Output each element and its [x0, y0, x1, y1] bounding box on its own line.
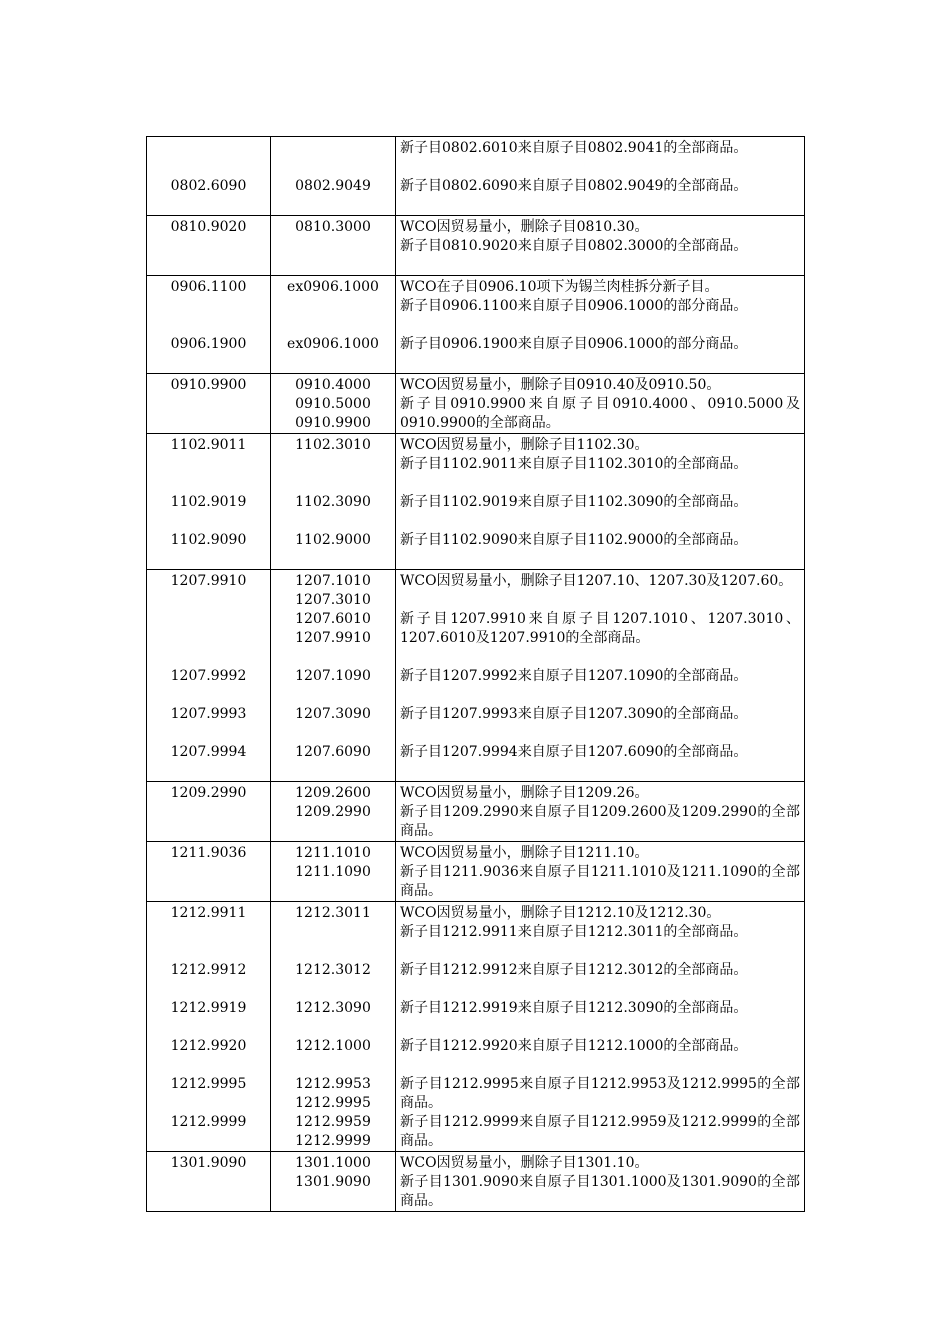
table-row	[147, 902, 805, 1152]
old-code-cell	[271, 1152, 396, 1212]
old-code: 1212.3012	[295, 962, 371, 978]
new-code-cell	[147, 276, 271, 374]
old-code: 1207.3010	[295, 592, 371, 608]
new-code: 1102.9019	[170, 494, 247, 510]
old-code: 1207.6090	[295, 744, 371, 760]
old-code: 1209.2990	[295, 804, 371, 820]
table-row	[147, 782, 805, 842]
old-code: 0910.9900	[295, 415, 371, 431]
note-text: 新子目1207.9910来自原子目1207.1010、1207.3010、1207.6010及1207.9910的全部商品。	[400, 611, 800, 646]
new-code: 1209.2990	[170, 785, 247, 801]
note-text: 新子目1102.9011来自原子目1102.3010的全部商品。	[400, 456, 748, 472]
new-code: 0802.6090	[170, 178, 247, 194]
note-text: WCO因贸易量小，删除子目1211.10。	[400, 845, 649, 861]
old-code: 1212.1000	[295, 1038, 371, 1054]
note-text: WCO因贸易量小，删除子目0910.40及0910.50。	[400, 377, 721, 393]
new-code: 1207.9992	[170, 668, 247, 684]
new-code: 0906.1900	[170, 336, 247, 352]
old-code: 1211.1090	[295, 864, 371, 880]
note-text: 新子目1209.2990来自原子目1209.2600及1209.2990的全部商品。	[400, 804, 800, 839]
note-cell	[396, 842, 805, 902]
old-code: 1212.9953	[295, 1076, 371, 1092]
new-code: 0910.9900	[170, 377, 247, 393]
note-text: 新子目1212.9920来自原子目1212.1000的全部商品。	[400, 1038, 748, 1054]
new-code-cell	[147, 1152, 271, 1212]
old-code-cell	[271, 434, 396, 570]
note-text: 新子目1212.9919来自原子目1212.3090的全部商品。	[400, 1000, 748, 1016]
old-code: 1212.9999	[295, 1133, 371, 1149]
old-code: 1301.1000	[295, 1155, 371, 1171]
new-code: 1207.9910	[170, 573, 247, 589]
table-row	[147, 1152, 805, 1212]
old-code: 1207.3090	[295, 706, 371, 722]
table-row	[147, 137, 805, 216]
new-code-cell	[147, 434, 271, 570]
note-text: 新子目1102.9090来自原子目1102.9000的全部商品。	[400, 532, 748, 548]
old-code: 1212.3090	[295, 1000, 371, 1016]
note-text: 新子目1212.9911来自原子目1212.3011的全部商品。	[400, 924, 748, 940]
old-code-cell	[271, 276, 396, 374]
table-row	[147, 216, 805, 276]
new-code-cell	[147, 902, 271, 1152]
new-code: 1212.9912	[170, 962, 247, 978]
old-code: 1102.3090	[295, 494, 371, 510]
note-text: 新子目0810.9020来自原子目0802.3000的全部商品。	[400, 238, 748, 254]
note-text: 新子目0802.6010来自原子目0802.9041的全部商品。	[400, 140, 748, 156]
note-text: WCO因贸易量小，删除子目1209.26。	[400, 785, 649, 801]
new-code-cell	[147, 782, 271, 842]
note-cell	[396, 216, 805, 276]
note-cell	[396, 902, 805, 1152]
note-text: WCO因贸易量小，删除子目1212.10及1212.30。	[400, 905, 721, 921]
note-text: WCO因贸易量小，删除子目0810.30。	[400, 219, 649, 235]
old-code-cell	[271, 570, 396, 782]
old-code: 1212.9995	[295, 1095, 371, 1111]
old-code: 0910.4000	[295, 377, 371, 393]
old-code: 0802.9049	[295, 178, 371, 194]
new-code: 1102.9090	[170, 532, 247, 548]
note-text: 新子目1301.9090来自原子目1301.1000及1301.9090的全部商品。	[400, 1174, 800, 1209]
old-code: 1207.9910	[295, 630, 371, 646]
new-code: 0906.1100	[170, 279, 247, 295]
new-code-cell	[147, 216, 271, 276]
old-code: 1102.3010	[295, 437, 371, 453]
note-text: 新子目1207.9994来自原子目1207.6090的全部商品。	[400, 744, 748, 760]
new-code: 1212.9999	[170, 1114, 247, 1130]
old-code: 1209.2600	[295, 785, 371, 801]
old-code: 1212.9959	[295, 1114, 371, 1130]
new-code: 1212.9911	[170, 905, 247, 921]
note-cell	[396, 570, 805, 782]
old-code: 1207.1010	[295, 573, 371, 589]
table-row	[147, 276, 805, 374]
note-text: 新子目0910.9900来自原子目0910.4000、0910.5000及0910.9900的全部商品。	[400, 396, 800, 431]
old-code: 1212.3011	[295, 905, 371, 921]
note-text: WCO因贸易量小，删除子目1301.10。	[400, 1155, 649, 1171]
new-code: 1301.9090	[170, 1155, 247, 1171]
new-code: 0810.9020	[170, 219, 247, 235]
old-code-cell	[271, 902, 396, 1152]
old-code: 1102.9000	[295, 532, 371, 548]
old-code: ex0906.1000	[287, 336, 379, 352]
old-code-cell	[271, 842, 396, 902]
new-code: 1102.9011	[170, 437, 247, 453]
new-code: 1212.9995	[170, 1076, 247, 1092]
old-code: ex0906.1000	[287, 279, 379, 295]
note-text: 新子目0906.1900来自原子目0906.1000的部分商品。	[400, 336, 748, 352]
note-text: 新子目1102.9019来自原子目1102.3090的全部商品。	[400, 494, 748, 510]
note-text: 新子目0906.1100来自原子目0906.1000的部分商品。	[400, 298, 748, 314]
old-code-cell	[271, 374, 396, 434]
note-text: 新子目1212.9999来自原子目1212.9959及1212.9999的全部商品。	[400, 1114, 800, 1149]
new-code: 1207.9994	[170, 744, 247, 760]
note-text: WCO在子目0906.10项下为锡兰肉桂拆分新子目。	[400, 279, 719, 295]
note-text: 新子目0802.6090来自原子目0802.9049的全部商品。	[400, 178, 748, 194]
tariff-code-table	[146, 136, 805, 1212]
new-code: 1212.9920	[170, 1038, 247, 1054]
old-code: 0910.5000	[295, 396, 371, 412]
note-text: 新子目1212.9912来自原子目1212.3012的全部商品。	[400, 962, 748, 978]
new-code-cell	[147, 842, 271, 902]
note-cell	[396, 137, 805, 216]
old-code: 1207.1090	[295, 668, 371, 684]
note-text: 新子目1211.9036来自原子目1211.1010及1211.1090的全部商品。	[400, 864, 800, 899]
old-code: 0810.3000	[295, 219, 371, 235]
old-code: 1301.9090	[295, 1174, 371, 1190]
note-cell	[396, 276, 805, 374]
old-code-cell	[271, 782, 396, 842]
old-code-cell	[271, 137, 396, 216]
note-text: WCO因贸易量小，删除子目1207.10、1207.30及1207.60。	[400, 573, 793, 589]
new-code: 1211.9036	[170, 845, 247, 861]
table-row	[147, 842, 805, 902]
old-code: 1207.6010	[295, 611, 371, 627]
table-row	[147, 570, 805, 782]
note-text: 新子目1212.9995来自原子目1212.9953及1212.9995的全部商品。	[400, 1076, 800, 1111]
note-text: 新子目1207.9993来自原子目1207.3090的全部商品。	[400, 706, 748, 722]
new-code: 1212.9919	[170, 1000, 247, 1016]
old-code: 1211.1010	[295, 845, 371, 861]
note-cell	[396, 1152, 805, 1212]
note-cell	[396, 782, 805, 842]
new-code-cell	[147, 570, 271, 782]
new-code-cell	[147, 374, 271, 434]
old-code-cell	[271, 216, 396, 276]
table-row	[147, 434, 805, 570]
note-cell	[396, 434, 805, 570]
note-text: WCO因贸易量小，删除子目1102.30。	[400, 437, 649, 453]
note-cell	[396, 374, 805, 434]
new-code-cell	[147, 137, 271, 216]
table-row	[147, 374, 805, 434]
new-code: 1207.9993	[170, 706, 247, 722]
note-text: 新子目1207.9992来自原子目1207.1090的全部商品。	[400, 668, 748, 684]
